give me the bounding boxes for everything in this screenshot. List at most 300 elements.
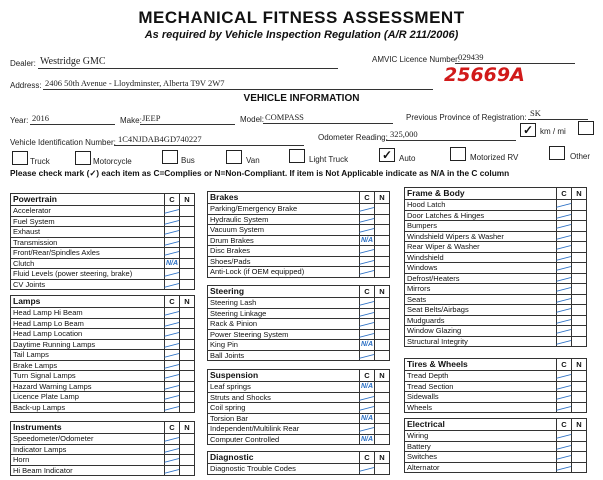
complies-cell[interactable] <box>165 227 180 238</box>
non-compliant-cell[interactable] <box>375 434 390 445</box>
complies-cell[interactable] <box>360 319 375 330</box>
column-n-header: N <box>375 286 390 298</box>
complies-cell[interactable] <box>165 350 180 361</box>
handwritten-check-mark <box>166 403 178 409</box>
section-lamps <box>10 295 195 413</box>
vin-underline <box>114 145 304 146</box>
item-label: Leaf springs <box>208 382 360 393</box>
complies-cell[interactable] <box>557 392 572 403</box>
non-compliant-cell[interactable] <box>375 403 390 414</box>
handwritten-check-mark <box>558 463 570 469</box>
type-auto-checkbox[interactable]: ✓ <box>379 148 395 162</box>
type-bus-label: Bus <box>181 156 195 165</box>
checklist-row <box>11 434 195 445</box>
handwritten-check-mark <box>558 431 570 437</box>
checklist-row <box>405 221 587 232</box>
checklist-row <box>208 246 390 257</box>
handwritten-check-mark <box>361 225 373 231</box>
complies-cell[interactable] <box>360 225 375 236</box>
non-compliant-cell[interactable] <box>375 464 390 475</box>
handwritten-check-mark <box>166 340 178 346</box>
handwritten-check-mark <box>166 319 178 325</box>
complies-cell[interactable]: N/A <box>360 383 374 391</box>
checklist-row <box>405 284 587 295</box>
complies-cell[interactable] <box>557 452 572 463</box>
type-truck-checkbox[interactable] <box>12 151 28 165</box>
complies-cell[interactable] <box>165 318 180 329</box>
section-header-row <box>11 194 195 206</box>
checklist-row <box>405 326 587 337</box>
handwritten-check-mark <box>361 351 373 357</box>
item-label: Horn <box>11 455 165 466</box>
complies-cell[interactable] <box>165 360 180 371</box>
column-n-header: N <box>375 192 390 204</box>
non-compliant-cell[interactable] <box>375 350 390 361</box>
complies-cell[interactable] <box>165 465 180 476</box>
checklist-row <box>405 231 587 242</box>
checklist-row <box>11 360 195 371</box>
checklist-row <box>208 382 390 393</box>
complies-cell[interactable] <box>360 350 375 361</box>
complies-cell[interactable] <box>165 206 180 217</box>
handwritten-check-mark <box>166 238 178 244</box>
column-c-header: C <box>557 188 572 200</box>
complies-cell[interactable] <box>557 273 572 284</box>
complies-cell[interactable] <box>557 336 572 347</box>
complies-cell[interactable] <box>557 200 572 211</box>
item-label: Indicator Lamps <box>11 444 165 455</box>
item-label: Transmission <box>11 237 165 248</box>
item-label: Torsion Bar <box>208 413 360 424</box>
column-c-header: C <box>165 296 180 308</box>
item-label: Computer Controlled <box>208 434 360 445</box>
item-label: Head Lamp Location <box>11 329 165 340</box>
handwritten-check-mark <box>558 326 570 332</box>
handwritten-check-mark <box>558 221 570 227</box>
item-label: Bumpers <box>405 221 557 232</box>
type-motorized-rv-label: Motorized RV <box>470 153 519 162</box>
type-motorized-rv-checkbox[interactable] <box>450 147 466 161</box>
item-label: Tread Section <box>405 381 557 392</box>
checklist-row <box>405 336 587 347</box>
column-n-header: N <box>375 452 390 464</box>
handwritten-stock-number: 25669A <box>444 64 525 86</box>
checklist-row <box>405 263 587 274</box>
complies-cell[interactable] <box>557 441 572 452</box>
handwritten-check-mark <box>558 263 570 269</box>
complies-cell[interactable] <box>557 284 572 295</box>
handwritten-check-mark <box>166 269 178 275</box>
handwritten-check-mark <box>166 382 178 388</box>
handwritten-check-mark <box>558 274 570 280</box>
item-label: Windshield Wipers & Washer <box>405 231 557 242</box>
checklist-row <box>11 350 195 361</box>
item-label: Head Lamp Hi Beam <box>11 308 165 319</box>
handwritten-check-mark <box>558 253 570 259</box>
type-other-label: Other <box>570 152 591 161</box>
complies-cell[interactable] <box>557 326 572 337</box>
item-label: Defrost/Heaters <box>405 273 557 284</box>
complies-cell[interactable]: N/A <box>360 435 374 443</box>
item-label: Exhaust <box>11 227 165 238</box>
column-c-header: C <box>360 192 375 204</box>
vehicle-info-heading: VEHICLE INFORMATION <box>243 93 360 104</box>
column-n-header: N <box>180 422 195 434</box>
handwritten-check-mark <box>361 298 373 304</box>
complies-cell[interactable] <box>557 263 572 274</box>
column-c-header: C <box>557 359 572 371</box>
item-label: Fluid Levels (power steering, brake) <box>11 269 165 280</box>
section-header-row <box>208 452 390 464</box>
handwritten-check-mark <box>166 445 178 451</box>
handwritten-check-mark <box>558 452 570 458</box>
complies-cell[interactable] <box>360 308 375 319</box>
complies-cell[interactable] <box>360 214 375 225</box>
section-diagnostic <box>207 451 390 475</box>
item-label: Battery <box>405 441 557 452</box>
non-compliant-cell[interactable] <box>375 225 390 236</box>
checklist-row <box>405 210 587 221</box>
checklist-row <box>208 267 390 278</box>
checklist-row <box>405 462 587 473</box>
complies-cell[interactable] <box>557 210 572 221</box>
item-label: Windows <box>405 263 557 274</box>
item-label: Power Steering System <box>208 329 360 340</box>
section-title: Lamps <box>11 296 165 308</box>
handwritten-check-mark <box>361 330 373 336</box>
checklist-row <box>405 431 587 442</box>
handwritten-check-mark <box>558 242 570 248</box>
non-compliant-cell[interactable] <box>180 279 195 290</box>
column-n-header: N <box>180 296 195 308</box>
handwritten-check-mark <box>361 215 373 221</box>
item-label: Steering Lash <box>208 298 360 309</box>
handwritten-check-mark <box>361 319 373 325</box>
complies-cell[interactable] <box>165 308 180 319</box>
complies-cell[interactable] <box>165 371 180 382</box>
year-label: Year: <box>10 116 29 125</box>
checklist-row <box>11 227 195 238</box>
non-compliant-cell[interactable] <box>375 424 390 435</box>
item-label: Shoes/Pads <box>208 256 360 267</box>
complies-cell[interactable] <box>557 221 572 232</box>
handwritten-check-mark <box>558 232 570 238</box>
checklist-row <box>11 318 195 329</box>
checklist-row <box>11 444 195 455</box>
item-label: Seats <box>405 294 557 305</box>
handwritten-check-mark <box>361 257 373 263</box>
item-label: Rear Wiper & Washer <box>405 242 557 253</box>
form-subtitle: As required by Vehicle Inspection Regulation (A/R 211/2006) <box>144 29 459 41</box>
column-c-header: C <box>165 194 180 206</box>
item-label: Ball Joints <box>208 350 360 361</box>
complies-cell[interactable] <box>360 204 375 215</box>
handwritten-check-mark <box>166 227 178 233</box>
checklist-row <box>405 273 587 284</box>
checklist-row <box>11 237 195 248</box>
column-n-header: N <box>572 188 587 200</box>
type-motorcycle-label: Motorcycle <box>93 157 132 166</box>
column-c-header: C <box>557 419 572 431</box>
complies-cell[interactable]: N/A <box>360 414 374 422</box>
column-c-header: C <box>360 286 375 298</box>
non-compliant-cell[interactable] <box>572 336 587 347</box>
item-label: Anti-Lock (if OEM equipped) <box>208 267 360 278</box>
checklist-row <box>208 256 390 267</box>
section-tires <box>404 358 587 413</box>
item-label: Licence Plate Lamp <box>11 392 165 403</box>
section-title: Suspension <box>208 370 360 382</box>
complies-cell[interactable] <box>360 392 375 403</box>
handwritten-check-mark <box>558 284 570 290</box>
checklist-row <box>208 225 390 236</box>
section-title: Electrical <box>405 419 557 431</box>
section-frame <box>404 187 587 347</box>
section-header-row <box>208 286 390 298</box>
section-header-row <box>11 296 195 308</box>
handwritten-check-mark <box>166 308 178 314</box>
complies-cell[interactable] <box>360 298 375 309</box>
handwritten-check-mark <box>558 200 570 206</box>
complies-cell[interactable] <box>165 248 180 259</box>
handwritten-check-mark <box>166 466 178 472</box>
checklist-row <box>208 340 390 351</box>
type-light-truck-checkbox[interactable] <box>289 149 305 163</box>
complies-cell[interactable] <box>557 462 572 473</box>
item-label: Tread Depth <box>405 371 557 382</box>
item-label: Struts and Shocks <box>208 392 360 403</box>
dealer-label: Dealer: <box>10 59 36 68</box>
handwritten-check-mark <box>558 305 570 311</box>
checklist-row <box>11 381 195 392</box>
item-label: Drum Brakes <box>208 235 360 246</box>
column-n-header: N <box>572 359 587 371</box>
handwritten-check-mark <box>166 248 178 254</box>
type-other-checkbox[interactable] <box>549 146 565 160</box>
section-brakes <box>207 191 390 278</box>
checklist-row <box>11 279 195 290</box>
complies-cell[interactable] <box>360 424 375 435</box>
checklist-row <box>11 455 195 466</box>
complies-cell[interactable] <box>360 329 375 340</box>
non-compliant-cell[interactable] <box>180 465 195 476</box>
complies-cell[interactable] <box>557 381 572 392</box>
complies-cell[interactable] <box>557 402 572 413</box>
complies-cell[interactable] <box>557 294 572 305</box>
checklist-row <box>208 329 390 340</box>
item-label: Rack & Pinion <box>208 319 360 330</box>
handwritten-check-mark <box>558 371 570 377</box>
checklist-row <box>405 402 587 413</box>
complies-cell[interactable] <box>360 246 375 257</box>
complies-cell[interactable] <box>165 216 180 227</box>
section-title: Steering <box>208 286 360 298</box>
checklist-row <box>208 424 390 435</box>
item-label: Window Glazing <box>405 326 557 337</box>
section-title: Brakes <box>208 192 360 204</box>
section-suspension <box>207 369 390 445</box>
complies-cell[interactable] <box>557 315 572 326</box>
complies-cell[interactable]: N/A <box>360 341 374 349</box>
item-label: Hi Beam Indicator <box>11 465 165 476</box>
section-title: Diagnostic <box>208 452 360 464</box>
item-label: King Pin <box>208 340 360 351</box>
complies-cell[interactable] <box>360 256 375 267</box>
checklist-row <box>405 371 587 382</box>
handwritten-check-mark <box>166 280 178 286</box>
checklist-row <box>208 413 390 424</box>
item-label: Accelerator <box>11 206 165 217</box>
handwritten-check-mark <box>361 204 373 210</box>
non-compliant-cell[interactable] <box>375 329 390 340</box>
complies-cell[interactable] <box>165 392 180 403</box>
item-label: CV Joints <box>11 279 165 290</box>
handwritten-check-mark <box>558 442 570 448</box>
checklist-row <box>208 204 390 215</box>
complies-cell[interactable] <box>557 431 572 442</box>
handwritten-check-mark <box>558 382 570 388</box>
unit-label: km / mi <box>540 127 566 136</box>
item-label: Tail Lamps <box>11 350 165 361</box>
handwritten-check-mark <box>558 392 570 398</box>
item-label: Wheels <box>405 402 557 413</box>
complies-cell[interactable] <box>360 464 375 475</box>
handwritten-check-mark <box>166 350 178 356</box>
handwritten-check-mark <box>166 361 178 367</box>
item-label: Back-up Lamps <box>11 402 165 413</box>
checklist-row <box>11 308 195 319</box>
column-n-header: N <box>375 370 390 382</box>
type-light-truck-label: Light Truck <box>309 155 349 164</box>
checklist-row <box>405 242 587 253</box>
address-underline <box>43 89 433 90</box>
km-checkbox[interactable]: ✓ <box>520 123 536 137</box>
section-instruments <box>10 421 195 476</box>
item-label: Hydraulic System <box>208 214 360 225</box>
type-van-checkbox[interactable] <box>226 150 242 164</box>
complies-cell[interactable] <box>165 402 180 413</box>
item-label: Turn Signal Lamps <box>11 371 165 382</box>
checklist-row <box>11 465 195 476</box>
section-header-row <box>208 192 390 204</box>
item-label: Fuel System <box>11 216 165 227</box>
complies-cell[interactable] <box>360 267 375 278</box>
section-title: Powertrain <box>11 194 165 206</box>
checklist-row <box>405 305 587 316</box>
year-underline <box>30 124 115 125</box>
complies-cell[interactable] <box>165 269 180 280</box>
complies-cell[interactable] <box>165 455 180 466</box>
section-title: Frame & Body <box>405 188 557 200</box>
complies-cell[interactable] <box>557 371 572 382</box>
type-bus-checkbox[interactable] <box>162 150 178 164</box>
checklist-row <box>11 392 195 403</box>
checklist-row <box>11 248 195 259</box>
checklist-row <box>11 258 195 269</box>
non-compliant-cell[interactable] <box>572 462 587 473</box>
non-compliant-cell[interactable] <box>375 267 390 278</box>
checklist-row <box>208 319 390 330</box>
checklist-row <box>405 392 587 403</box>
non-compliant-cell[interactable] <box>180 402 195 413</box>
mi-checkbox[interactable] <box>578 121 594 135</box>
item-label: Steering Linkage <box>208 308 360 319</box>
complies-cell[interactable] <box>165 339 180 350</box>
checklist-row <box>11 206 195 217</box>
non-compliant-cell[interactable] <box>180 248 195 259</box>
checklist-row <box>11 216 195 227</box>
column-n-header: N <box>180 194 195 206</box>
complies-cell[interactable] <box>165 434 180 445</box>
type-motorcycle-checkbox[interactable] <box>75 151 91 165</box>
item-label: Parking/Emergency Brake <box>208 204 360 215</box>
checklist-row <box>208 403 390 414</box>
complies-cell[interactable]: N/A <box>360 236 374 244</box>
prev-province-value: SK <box>530 108 541 118</box>
checklist-row <box>405 315 587 326</box>
address-value: 2406 50th Avenue - Lloydminster, Alberta T9V 2W7 <box>45 78 225 88</box>
column-c-header: C <box>165 422 180 434</box>
checklist-row <box>405 452 587 463</box>
complies-cell[interactable]: N/A <box>165 259 179 267</box>
complies-cell[interactable] <box>557 231 572 242</box>
checklist-row <box>405 200 587 211</box>
non-compliant-cell[interactable] <box>572 402 587 413</box>
checklist-row <box>208 464 390 475</box>
complies-cell[interactable] <box>165 237 180 248</box>
handwritten-check-mark <box>558 295 570 301</box>
handwritten-check-mark <box>558 211 570 217</box>
prev-province-label: Previous Province of Registration: <box>406 113 527 122</box>
checklist-row <box>208 214 390 225</box>
prev-province-underline <box>528 119 588 120</box>
complies-cell[interactable] <box>360 403 375 414</box>
column-n-header: N <box>572 419 587 431</box>
checklist-row <box>208 298 390 309</box>
handwritten-check-mark <box>166 455 178 461</box>
section-header-row <box>405 188 587 200</box>
handwritten-check-mark <box>166 206 178 212</box>
complies-cell[interactable] <box>165 381 180 392</box>
item-label: Coil spring <box>208 403 360 414</box>
handwritten-check-mark <box>361 424 373 430</box>
form-title: MECHANICAL FITNESS ASSESSMENT <box>138 8 465 27</box>
complies-cell[interactable] <box>165 279 180 290</box>
complies-cell[interactable] <box>557 305 572 316</box>
item-label: Hood Latch <box>405 200 557 211</box>
complies-cell[interactable] <box>557 242 572 253</box>
vin-label: Vehicle Identification Number: <box>10 138 116 147</box>
complies-cell[interactable] <box>557 252 572 263</box>
dealer-underline <box>38 68 338 69</box>
item-label: Structural Integrity <box>405 336 557 347</box>
handwritten-check-mark <box>166 371 178 377</box>
type-auto-label: Auto <box>399 154 416 163</box>
complies-cell[interactable] <box>165 444 180 455</box>
checklist-row <box>11 269 195 280</box>
item-label: Head Lamp Lo Beam <box>11 318 165 329</box>
handwritten-check-mark <box>361 464 373 470</box>
make-value: JEEP <box>142 113 161 123</box>
model-label: Model: <box>240 115 265 124</box>
make-label: Make: <box>120 116 142 125</box>
complies-cell[interactable] <box>165 329 180 340</box>
item-label: Hazard Warning Lamps <box>11 381 165 392</box>
odometer-label: Odometer Reading: <box>318 133 388 142</box>
checklist-row <box>11 371 195 382</box>
handwritten-check-mark <box>166 217 178 223</box>
item-label: Front/Rear/Spindles Axles <box>11 248 165 259</box>
